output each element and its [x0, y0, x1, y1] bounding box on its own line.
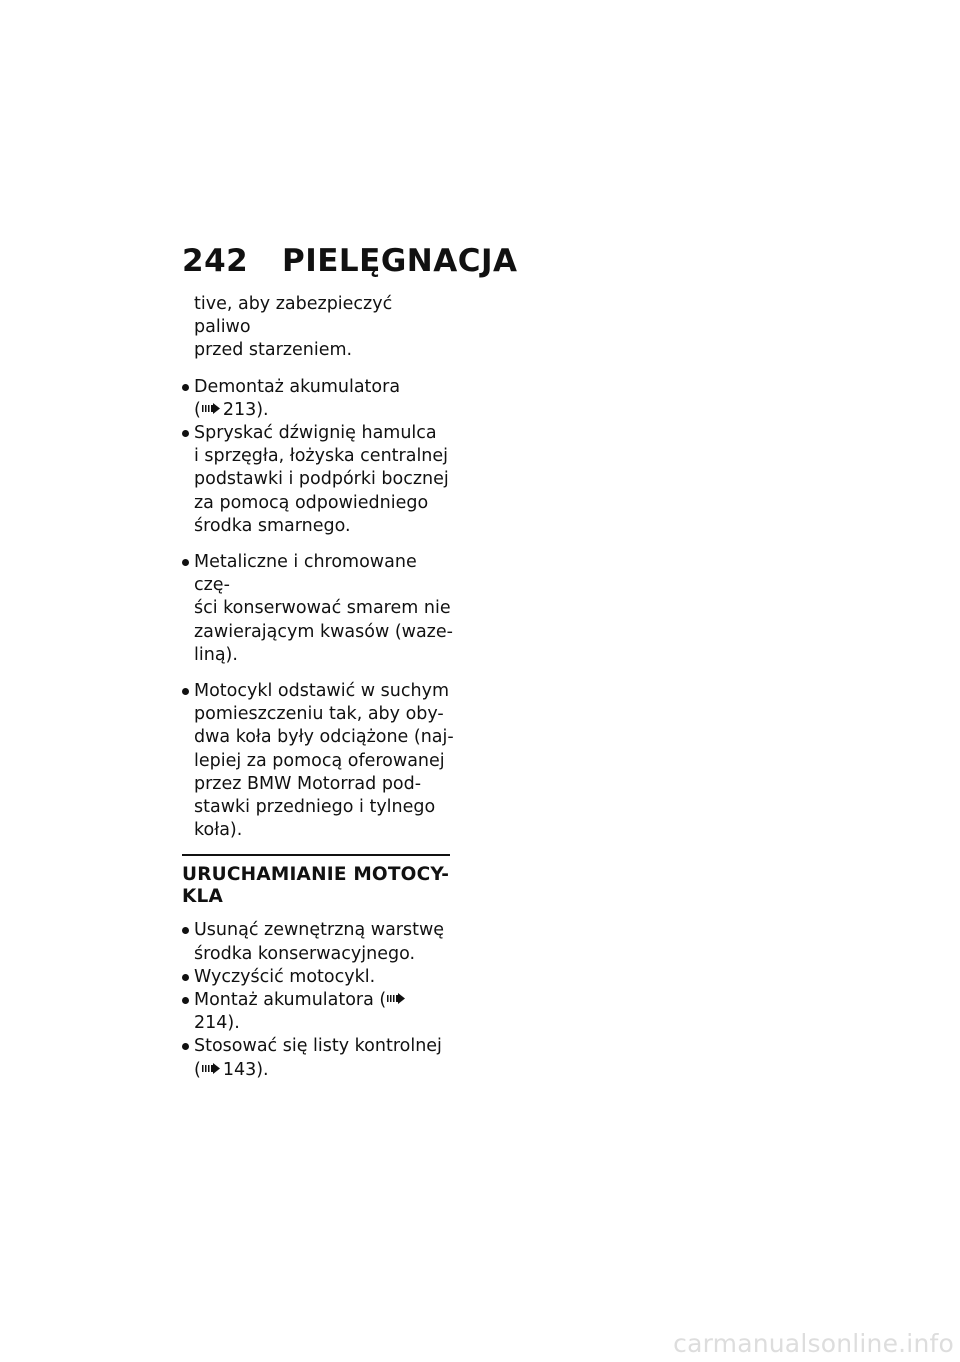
intro-line-2: przed starzeniem.: [194, 340, 353, 361]
list-item: Wyczyścić motocykl.: [182, 966, 454, 989]
bullet-icon: [182, 927, 189, 934]
page-reference-arrow-icon: [202, 1063, 220, 1074]
list-item: Spryskać dźwignię hamulca i sprzęgła, łożyska centralnej podstawki i podpórki bocznej za pomocą odpowiedniego środka smarnego.: [182, 422, 454, 538]
watermark: carmanualsonline.info: [673, 1329, 954, 1358]
list-item: Stosować się listy kontrolnej ( 143).: [182, 1035, 454, 1081]
bullet-icon: [182, 997, 189, 1004]
list-item: Metaliczne i chromowane czę- ści konserwować smarem nie zawierającym kwasów (waze- liną).: [182, 551, 454, 667]
bullet-icon: [182, 430, 189, 437]
list-item: Motocykl odstawić w suchym pomieszczeniu tak, aby oby- dwa koła były odciążone (naj- lepiej za pomocą oferowanej przez BMW Motorrad pod- stawki przedniego i tylnego koła).: [182, 680, 454, 842]
list-item: Usunąć zewnętrzną warstwę środka konserwacyjnego.: [182, 919, 454, 965]
page-reference-arrow-icon: [202, 403, 220, 414]
bullet-icon: [182, 1043, 189, 1050]
page-reference[interactable]: 143).: [222, 1059, 269, 1080]
page-reference[interactable]: 214).: [194, 1013, 240, 1034]
page-reference[interactable]: 213).: [222, 399, 269, 420]
bullet-icon: [182, 559, 189, 566]
page-number: 242: [182, 243, 249, 279]
storage-steps-list: [182, 376, 454, 843]
section-heading: URUCHAMIANIE MOTOCY- KLA: [182, 864, 450, 908]
page-header: [182, 243, 518, 279]
bullet-icon: [182, 974, 189, 981]
bullet-icon: [182, 688, 189, 695]
list-item: Demontaż akumulatora ( 213).: [182, 376, 454, 422]
chapter-title: PIELĘGNACJA: [282, 243, 518, 279]
intro-paragraph: [182, 293, 454, 363]
startup-steps-list: [182, 919, 454, 1081]
bullet-icon: [182, 384, 189, 391]
section-divider: [182, 854, 450, 856]
page-reference-arrow-icon: [387, 993, 405, 1004]
content-column: [182, 293, 454, 1082]
intro-line-1: tive, aby zabezpieczyć paliwo: [194, 294, 393, 338]
list-item: Montaż akumulatora (214).: [182, 989, 454, 1035]
